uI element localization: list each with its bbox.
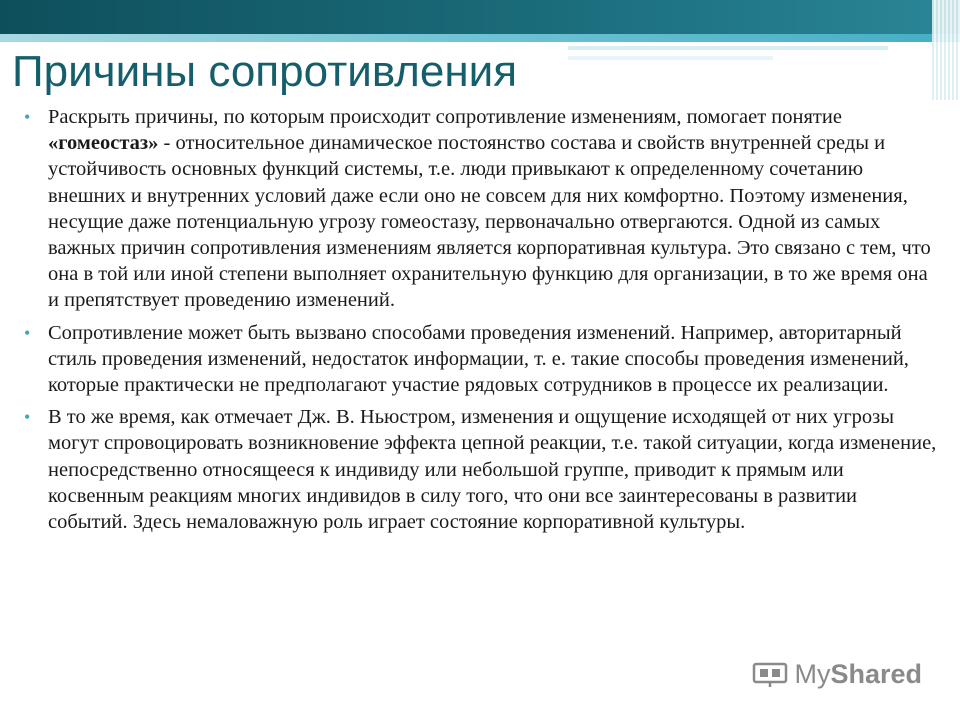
- watermark-logo: [752, 659, 922, 690]
- watermark-text-shared: Shared: [830, 659, 922, 689]
- bullet-marker: •: [24, 407, 31, 428]
- header-decor-stripes: [932, 0, 960, 100]
- watermark-text-my: My: [794, 659, 831, 689]
- bullet-marker: •: [24, 322, 31, 343]
- bullet-term-homeostasis: «гомеостаз»: [48, 132, 159, 155]
- slide-title: Причины сопротивления: [12, 47, 518, 96]
- header-band-light: [0, 34, 960, 42]
- bullet-text-chain-reaction: В то же время, как отмечает Дж. В. Ньюстром, изменения и ощущение исходящей от них угрозы могут спровоцировать возникновение эффекта цепной реакции, т.е. такой ситуации, когда изменение, непосредственно относящееся к индивиду или небольшой группе, приводит к прямым или косвенным реакциям многих индивидов в силу того, что они все заинтересованы в развитии событий. Здесь немаловажную роль играет состояние корпоративной культуры.: [48, 406, 937, 534]
- title-decor-rule-secondary: [568, 56, 773, 60]
- bullet-text-methods: Сопротивление может быть вызвано способами проведения изменений. Например, авторитарный стиль проведения изменений, недостаток информации, т. е. такие способы проведения изменений, которые практически не предполагают участие рядовых сотрудников в процессе их реализации.: [48, 321, 909, 397]
- bullet-marker: •: [24, 107, 31, 127]
- bullet-list: [24, 104, 938, 541]
- header-band-dark: [0, 0, 960, 34]
- bullet-text-definition: - относительное динамическое постоянство состава и свойств внутренней среды и устойчивость основных функций системы, т.е. люди привыкают к определенному сочетанию внешних и внутренних условий даже если оно не совсем для них комфортно. Поэтому изменения, несущие даже потенциальную угрозу гомеостазу, первоначально отвергаются. Одной из самых важных причин сопротивления изменениям является корпоративная культура. Это связано с тем, что она в той или иной степени выполняет охранительную функцию для организации, в то же время она и препятствует проведению изменений.: [48, 132, 931, 312]
- bullet-item-methods: [24, 320, 938, 399]
- title-decor-rule: [568, 46, 888, 50]
- bullet-item-homeostasis: [24, 104, 938, 314]
- presentation-board-icon: [752, 662, 788, 688]
- bullet-item-chain-reaction: [24, 404, 938, 535]
- bullet-text-intro: Раскрыть причины, по которым происходит сопротивление изменениям, помогает понятие: [48, 106, 842, 128]
